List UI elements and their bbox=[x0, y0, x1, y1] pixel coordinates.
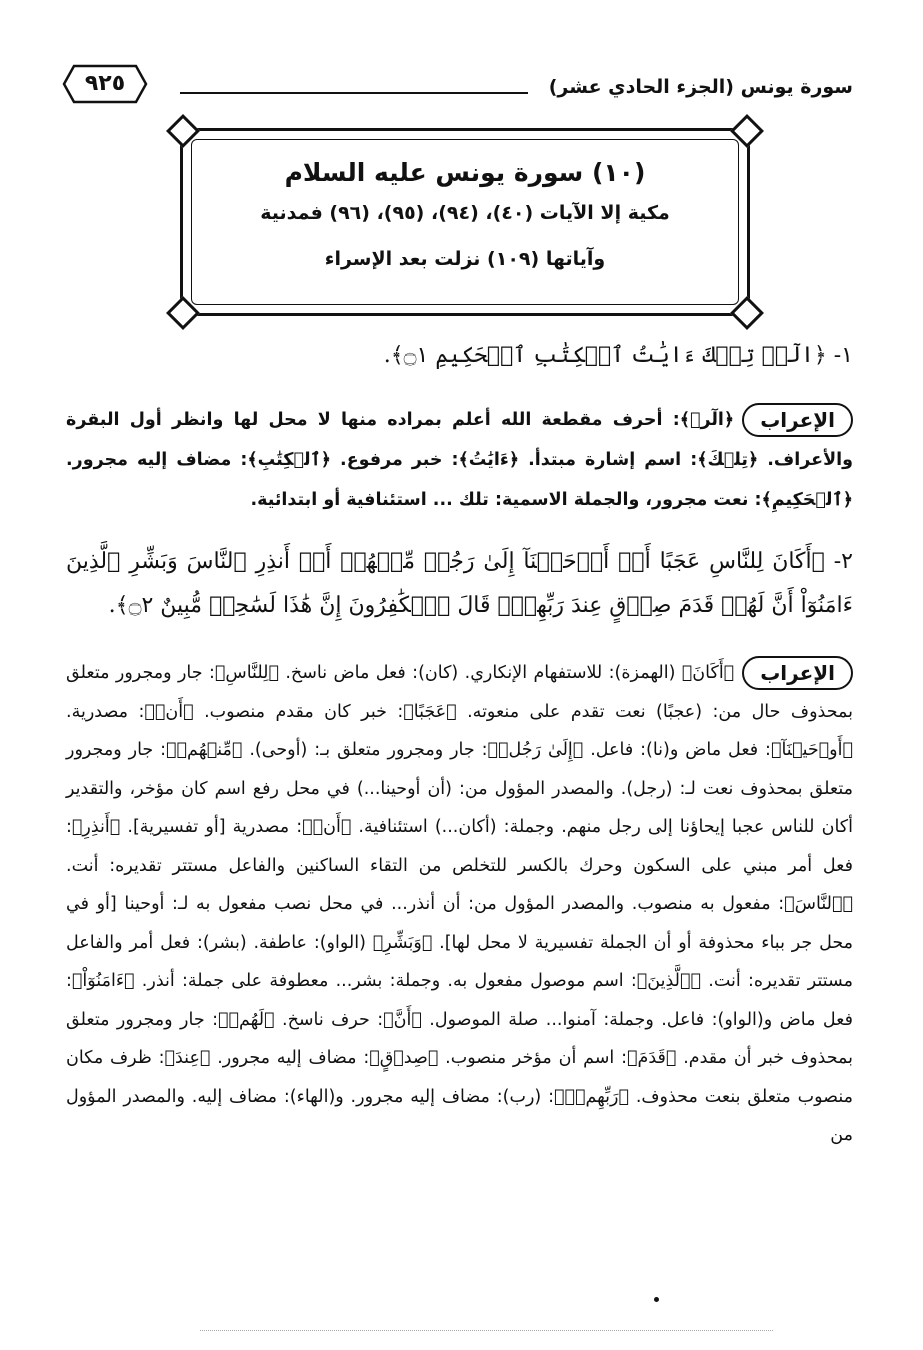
surah-title: (١٠) سورة يونس عليه السلام bbox=[284, 158, 646, 187]
irab-text-2: ﴿أَكَانَ﴾ (الهمزة): للاستفهام الإنكاري. (كان): فعل ماض ناسخ. ﴿لِلنَّاسِ﴾: جار ومجرور متعلق بمحذوف حال من: (عجبًا) نعت تقدم على منعوته. ﴿عَجَبًا﴾: خبر كان مقدم منصوب. ﴿أَنۡ﴾: مصدرية. ﴿أَوۡحَيۡنَآ﴾: فعل ماض و(نا): فاعل. ﴿إِلَىٰ رَجُلٖ﴾: جار ومجرور متعلق بـ: (أوحى). ﴿مِّنۡهُمۡ﴾: جار ومجرور متعلق بمحذوف نعت لـ: (رجل). والمصدر المؤول من: (أن أوحينا...) في محل رفع اسم كان مؤخر، والتقدير أكان للناس عجبا إيحاؤنا إلى رجل منهم. وجملة: (أكان...) استئنافية. ﴿أَنۡ﴾: مصدرية [أو تفسيرية]. ﴿أَنذِرِ﴾: فعل أمر مبني على السكون وحرك بالكسر للتخلص من التقاء الساكنين والفاعل مستتر تقديره: أنت. ﴿ٱلنَّاسَ﴾: مفعول به منصوب. والمصدر المؤول من: أن أنذر... في محل نصب مفعول به لـ: أوحينا [أو في محل جر بباء محذوفة أو أن الجملة تفسيرية لا محل لها]. ﴿وَبَشِّرِ﴾ (الواو): عاطفة. (بشر): فعل أمر والفاعل مستتر تقديره: أنت. ﴿ٱلَّذِينَ﴾: اسم موصول مفعول به. وجملة: بشر... معطوفة على جملة: أنذر. ﴿ءَامَنُوٓاْ﴾: فعل ماض و(الواو): فاعل. وجملة: آمنوا... صلة الموصول. ﴿أَنَّ﴾: حرف ناسخ. ﴿لَهُمۡ﴾: جار ومجرور متعلق بمحذوف خبر أن مقدم. ﴿قَدَمَ﴾: اسم أن مؤخر منصوب. ﴿صِدۡقٍ﴾: مضاف إليه مجرور. ﴿عِندَ﴾: ظرف مكان منصوب متعلق بنعت محذوف. ﴿رَبِّهِمۡۗ﴾: (رب): مضاف إليه مجرور. و(الهاء): مضاف إليه. والمصدر المؤول من bbox=[66, 663, 853, 1145]
footer-rule bbox=[200, 1330, 773, 1331]
irab-block-1 bbox=[66, 400, 853, 520]
footer-dot bbox=[654, 1297, 659, 1302]
ayah-2: ٢- ﴿أَكَانَ لِلنَّاسِ عَجَبًا أَنۡ أَوۡحَيۡنَآ إِلَىٰ رَجُلٖ مِّنۡهُمۡ أَنۡ أَنذِرِ ٱلنَّاسَ وَبَشِّرِ ٱلَّذِينَ ءَامَنُوٓاْ أَنَّ لَهُمۡ قَدَمَ صِدۡقٍ عِندَ رَبِّهِمۡۗ قَالَ ٱلۡكَٰفِرُونَ إِنَّ هَٰذَا لَسَٰحِرٞ مُّبِينٌ ۝٢﴾. bbox=[66, 549, 853, 618]
ayah-1: ١- ﴿الٓرۚ تِلۡكَ ءَايَٰتُ ٱلۡكِتَٰبِ ٱلۡحَكِيمِ ۝١﴾. bbox=[383, 343, 853, 368]
page-number-badge bbox=[60, 62, 150, 106]
irab-label: الإعراب bbox=[742, 656, 853, 690]
surah-info-line-1: مكية إلا الآيات (٤٠)، (٩٤)، (٩٥)، (٩٦) فمدنية bbox=[260, 202, 670, 224]
irab-label: الإعراب bbox=[742, 403, 853, 437]
irab-text-1: ﴿الٓرۚ﴾: أحرف مقطعة الله أعلم بمراده منها لا محل لها وانظر أول البقرة والأعراف. ﴿تِلۡكَ﴾: اسم إشارة مبتدأ. ﴿ءَايَٰتُ﴾: خبر مرفوع. ﴿ٱلۡكِتَٰبِ﴾: مضاف إليه مجرور. ﴿ٱلۡحَكِيمِ﴾: نعت مجرور، والجملة الاسمية: تلك ... استئنافية أو ابتدائية. bbox=[66, 410, 853, 510]
irab-block-2 bbox=[66, 654, 853, 1155]
running-title: سورة يونس (الجزء الحادي عشر) bbox=[548, 76, 853, 98]
page-number: ٩٢٥ bbox=[84, 71, 126, 96]
page-header bbox=[60, 62, 853, 112]
header-rule bbox=[180, 92, 528, 94]
surah-info-line-2: وآياتها (١٠٩) نزلت بعد الإسراء bbox=[324, 248, 606, 270]
